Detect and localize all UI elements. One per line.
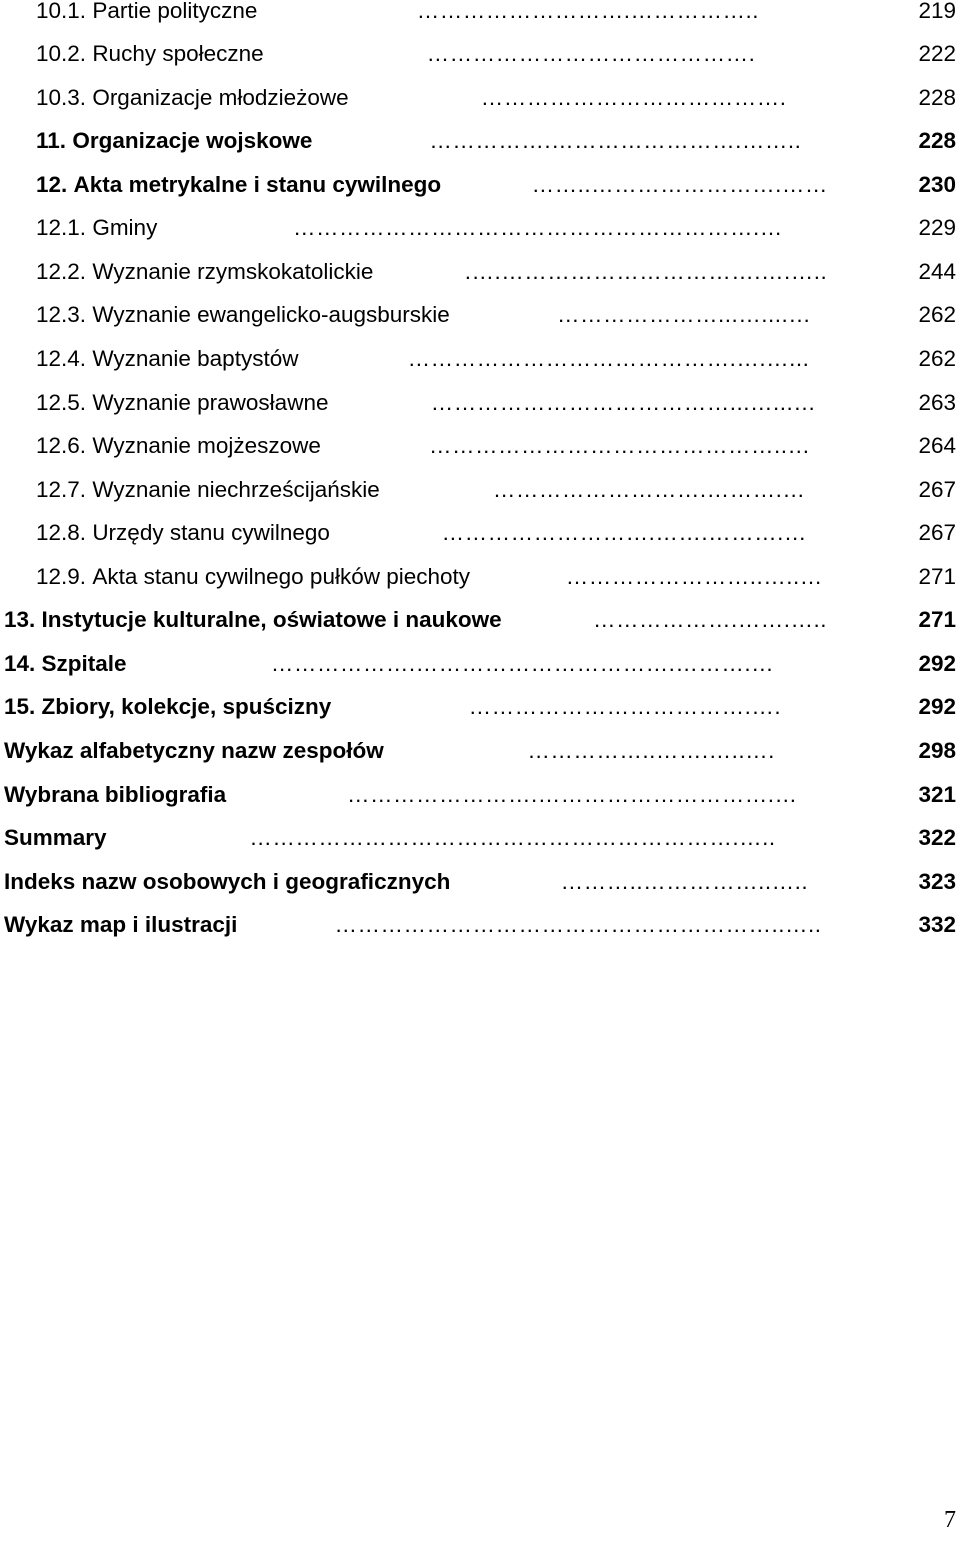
toc-entry-page: 271 bbox=[918, 607, 956, 632]
toc-entry-12-8 bbox=[36, 518, 956, 548]
toc-entry-12-1 bbox=[36, 213, 956, 243]
toc-entry-11 bbox=[36, 126, 956, 156]
toc-leader-dots: …………………………………….….…... bbox=[407, 346, 810, 371]
toc-entry-number: 12.2. bbox=[36, 259, 87, 284]
toc-entry-title: Organizacje młodzieżowe bbox=[92, 85, 349, 110]
toc-entry-page: 219 bbox=[918, 0, 956, 23]
toc-entry-number: 12.5. bbox=[36, 390, 87, 415]
toc-entry-page: 332 bbox=[918, 912, 956, 937]
toc-leader-dots: …………………………………. bbox=[480, 85, 787, 110]
toc-entry-summary bbox=[4, 823, 956, 853]
toc-leader-dots: ……………………….……….… bbox=[492, 477, 806, 502]
toc-leader-dots: …………….…………………….…….. bbox=[429, 128, 802, 153]
toc-entry-page: 244 bbox=[918, 259, 956, 284]
toc-entry-title: Urzędy stanu cywilnego bbox=[92, 520, 330, 545]
toc-entry-number: 14. bbox=[4, 651, 36, 676]
toc-entry-number: 10.3. bbox=[36, 85, 87, 110]
toc-entry-10-3 bbox=[36, 83, 956, 113]
toc-entry-title: Wykaz alfabetyczny nazw zespołów bbox=[4, 738, 384, 763]
toc-entry-title: Wybrana bibliografia bbox=[4, 782, 227, 807]
toc-entry-12-2 bbox=[36, 257, 956, 287]
toc-entry-12-3 bbox=[36, 300, 956, 330]
toc-entry-title: Szpitale bbox=[41, 651, 127, 676]
toc-leader-dots: …………………………………………………..….. bbox=[334, 912, 822, 937]
toc-leader-dots: ………..……………..….. bbox=[560, 869, 809, 894]
toc-entry-10-2 bbox=[36, 39, 956, 69]
toc-entry-number: 10.2. bbox=[36, 41, 87, 66]
toc-entry-title: Organizacje wojskowe bbox=[72, 128, 313, 153]
toc-entry-number: 12.3. bbox=[36, 302, 87, 327]
toc-entry-number: 12.9. bbox=[36, 564, 87, 589]
toc-entry-12-5 bbox=[36, 388, 956, 418]
toc-entry-15 bbox=[4, 692, 956, 722]
toc-entry-title: Summary bbox=[4, 825, 107, 850]
toc-entry-page: 229 bbox=[918, 215, 956, 240]
toc-entry-number: 15. bbox=[4, 694, 36, 719]
toc-entry-14 bbox=[4, 649, 956, 679]
toc-entry-12-6 bbox=[36, 431, 956, 461]
toc-entry-13 bbox=[4, 605, 956, 635]
toc-entry-number: 12.4. bbox=[36, 346, 87, 371]
toc-entry-page: 262 bbox=[918, 302, 956, 327]
toc-entry-page: 322 bbox=[918, 825, 956, 850]
toc-entry-title: Wyznanie rzymskokatolickie bbox=[92, 259, 374, 284]
toc-entry-number: 12.6. bbox=[36, 433, 87, 458]
toc-entry-12 bbox=[36, 170, 956, 200]
toc-entry-title: Gminy bbox=[92, 215, 158, 240]
toc-entry-title: Zbiory, kolekcje, spuścizny bbox=[41, 694, 332, 719]
toc-leader-dots: ……………………………………. bbox=[426, 41, 756, 66]
toc-entry-page: 267 bbox=[918, 520, 956, 545]
toc-leader-dots: …………………...…....… bbox=[556, 302, 812, 327]
toc-entry-page: 264 bbox=[918, 433, 956, 458]
toc-entry-page: 323 bbox=[918, 869, 956, 894]
toc-entry-12-9 bbox=[36, 562, 956, 592]
toc-entry-number: 13. bbox=[4, 607, 36, 632]
page-number: 7 bbox=[944, 1507, 956, 1533]
toc-entry-title: Instytucje kulturalne, oświatowe i naukowe bbox=[41, 607, 502, 632]
toc-entry-wykaz-zespolow bbox=[4, 736, 956, 766]
toc-entry-title: Wyznanie ewangelicko-augsburskie bbox=[92, 302, 450, 327]
toc-leader-dots: ……..…………………….…… bbox=[531, 172, 828, 197]
toc-entry-12-7 bbox=[36, 475, 956, 505]
toc-leader-dots: ……………………………………………………….….. bbox=[249, 825, 776, 850]
toc-leader-dots: ……………………..…..… bbox=[565, 564, 823, 589]
toc-entry-number: 11. bbox=[36, 128, 67, 153]
toc-leader-dots: .….…………………………….….….. bbox=[464, 259, 828, 284]
toc-entry-number: 10.1. bbox=[36, 0, 87, 23]
toc-leader-dots: …………………………………………………….… bbox=[293, 215, 783, 240]
toc-leader-dots: …………………….………………………….… bbox=[347, 782, 798, 807]
toc-entry-wykaz-map bbox=[4, 910, 956, 940]
toc-leader-dots: ……………………….…………….. bbox=[416, 0, 760, 23]
toc-entry-page: 292 bbox=[918, 651, 956, 676]
toc-entry-page: 267 bbox=[918, 477, 956, 502]
toc-entry-number: 12.1. bbox=[36, 215, 87, 240]
toc-entry-title: Indeks nazw osobowych i geograficznych bbox=[4, 869, 451, 894]
toc-entry-page: 230 bbox=[918, 172, 956, 197]
toc-entry-number: 12. bbox=[36, 172, 68, 197]
toc-entry-title: Wykaz map i ilustracji bbox=[4, 912, 238, 937]
toc-entry-title: Wyznanie mojżeszowe bbox=[92, 433, 321, 458]
toc-entry-bibliografia bbox=[4, 780, 956, 810]
toc-entry-page: 321 bbox=[918, 782, 956, 807]
toc-entry-number: 12.7. bbox=[36, 477, 87, 502]
toc-entry-page: 222 bbox=[918, 41, 956, 66]
toc-entry-page: 263 bbox=[918, 390, 956, 415]
toc-entry-page: 292 bbox=[918, 694, 956, 719]
toc-leader-dots: ……………….…………………………….……….… bbox=[270, 651, 775, 676]
toc-leader-dots: ………………………………………..… bbox=[428, 433, 811, 458]
toc-leader-dots: ……………………………….…. bbox=[468, 694, 782, 719]
toc-entry-title: Akta metrykalne i stanu cywilnego bbox=[73, 172, 442, 197]
toc-entry-page: 228 bbox=[918, 128, 956, 153]
toc-leader-dots: ……………….…….….. bbox=[593, 607, 828, 632]
toc-entry-title: Wyznanie prawosławne bbox=[92, 390, 329, 415]
toc-entry-title: Partie polityczne bbox=[92, 0, 258, 23]
toc-entry-title: Ruchy społeczne bbox=[92, 41, 264, 66]
toc-entry-10-1 bbox=[36, 0, 956, 26]
toc-leader-dots: …………………………………...…...… bbox=[430, 390, 817, 415]
toc-entry-page: 228 bbox=[918, 85, 956, 110]
toc-entry-12-4 bbox=[36, 344, 956, 374]
toc-leader-dots: ……………..…….…..…. bbox=[527, 738, 775, 763]
toc-leader-dots: ……………………….…….……….… bbox=[441, 520, 807, 545]
toc-entry-page: 271 bbox=[918, 564, 956, 589]
toc-entry-title: Akta stanu cywilnego pułków piechoty bbox=[92, 564, 471, 589]
toc-entry-title: Wyznanie baptystów bbox=[92, 346, 299, 371]
toc-entry-number: 12.8. bbox=[36, 520, 87, 545]
toc-entry-page: 262 bbox=[918, 346, 956, 371]
toc-entry-indeks bbox=[4, 867, 956, 897]
toc-entry-title: Wyznanie niechrześcijańskie bbox=[92, 477, 380, 502]
toc-entry-page: 298 bbox=[918, 738, 956, 763]
